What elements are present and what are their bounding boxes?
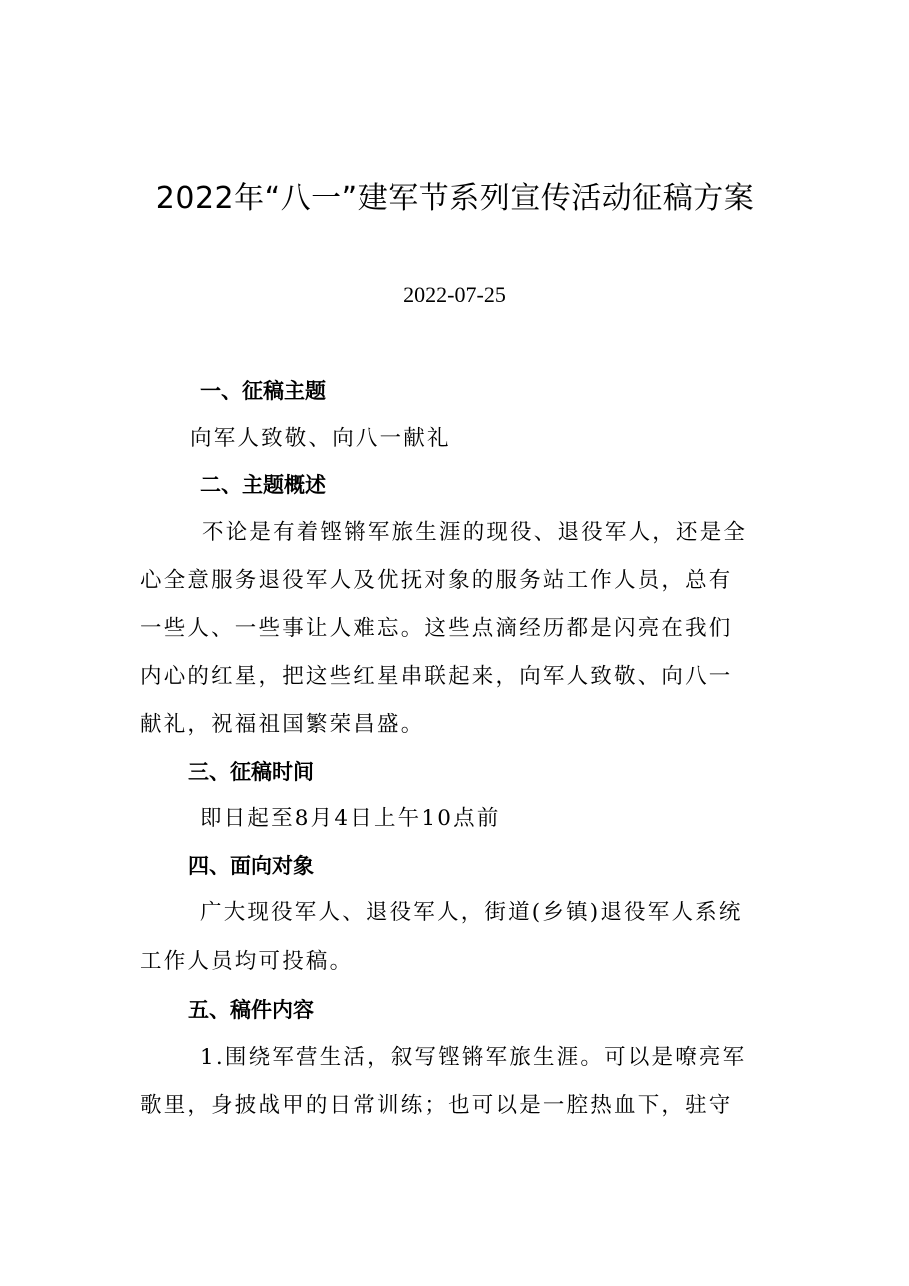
section-heading-theme: 一、征稿主题 (200, 379, 326, 403)
section-overview-line: 心全意服务退役军人及优抚对象的服务站工作人员，总有 (140, 568, 733, 593)
section-theme-line: 向军人致敬、向八一献礼 (190, 426, 451, 451)
section-overview-line: 一些人、一些事让人难忘。这些点滴经历都是闪亮在我们 (140, 616, 733, 641)
section-content-line: 1.围绕军营生活，叙写铿锵军旅生涯。可以是嘹亮军 (200, 1045, 747, 1070)
section-audience-line: 工作人员均可投稿。 (140, 949, 354, 974)
section-heading-period: 三、征稿时间 (188, 760, 314, 784)
document-title: 2022年“八一”建军节系列宣传活动征稿方案 (155, 181, 755, 216)
section-heading-audience: 四、面向对象 (188, 854, 314, 878)
section-overview-line: 不论是有着铿锵军旅生涯的现役、退役军人，还是全 (202, 520, 748, 545)
section-heading-content: 五、稿件内容 (188, 998, 314, 1022)
section-overview-line: 内心的红星，把这些红星串联起来，向军人致敬、向八一 (140, 664, 733, 689)
section-period-line: 即日起至8月4日上午10点前 (200, 806, 501, 831)
section-audience-line: 广大现役军人、退役军人，街道(乡镇)退役军人系统 (200, 900, 743, 925)
section-heading-overview: 二、主题概述 (200, 473, 326, 497)
document-date: 2022-07-25 (403, 282, 506, 307)
section-content-line: 歌里，身披战甲的日常训练；也可以是一腔热血下，驻守 (140, 1093, 733, 1118)
section-overview-line: 献礼，祝福祖国繁荣昌盛。 (140, 712, 425, 737)
